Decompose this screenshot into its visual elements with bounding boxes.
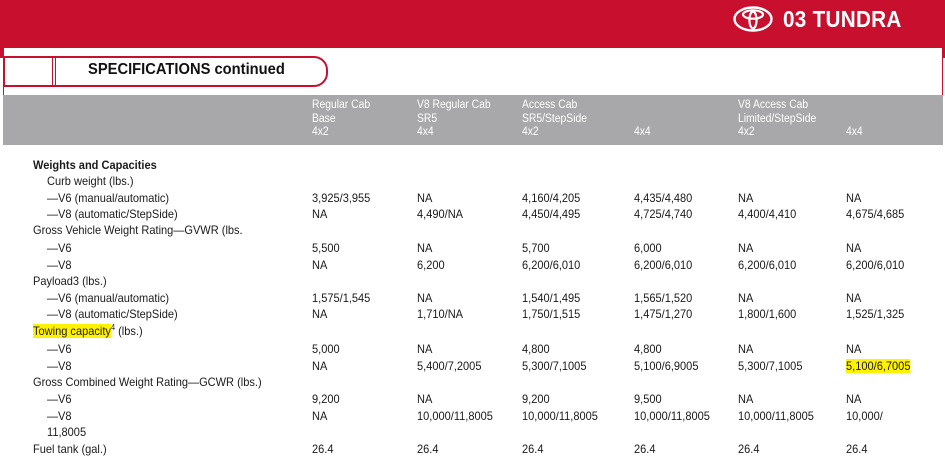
table-cell-value: 4,490/NA (417, 207, 464, 221)
table-row (0, 222, 945, 238)
row-label (47, 358, 72, 374)
table-cell (522, 306, 580, 322)
table-cell-value: NA (312, 409, 328, 423)
table-cell (417, 358, 481, 374)
table-cell-value: 26.4 (738, 442, 760, 456)
table-cell-value: 1,710/NA (417, 307, 464, 321)
table-cell (522, 358, 586, 374)
row-label-text: —V6 (manual/automatic) (47, 291, 170, 305)
table-cell (417, 391, 432, 407)
column-header-line: 4x4 (417, 126, 434, 139)
table-cell (522, 190, 580, 206)
table-row (0, 306, 945, 322)
table-cell-value: 26.4 (522, 442, 544, 456)
column-header-line: V8 Regular Cab (417, 99, 491, 111)
row-label-text: Gross Vehicle Weight Rating—GVWR (lbs. (33, 223, 243, 237)
table-cell (846, 190, 861, 206)
table-cell-value: 10,000/11,8005 (522, 409, 598, 423)
row-label (47, 257, 72, 273)
table-cell-value: 6,200 (417, 258, 445, 272)
table-cell-value: 10,000/11,8005 (738, 409, 814, 423)
table-row (0, 190, 945, 206)
row-label-text: Curb weight (lbs.) (47, 174, 134, 188)
table-cell (522, 290, 580, 306)
column-header-line: V8 Access Cab (738, 99, 809, 111)
table-cell-value: NA (417, 291, 433, 305)
table-cell-value: 4,435/4,480 (634, 191, 693, 205)
table-cell-value: NA (846, 191, 862, 205)
table-cell (417, 441, 438, 457)
row-label (47, 408, 72, 424)
table-cell (634, 290, 692, 306)
row-label-text: Fuel tank (gal.) (33, 442, 107, 456)
row-label (33, 374, 262, 390)
footnote-marker: 4 (110, 323, 116, 332)
table-cell (846, 290, 861, 306)
section-tab-notch (52, 56, 56, 87)
table-cell-value: 4,800 (522, 342, 550, 356)
row-label-text: —V8 (47, 258, 72, 272)
column-header-2 (417, 99, 491, 140)
table-cell-value: NA (312, 307, 328, 321)
table-row (0, 273, 945, 289)
table-cell-value: 6,200/6,010 (738, 258, 797, 272)
table-row (0, 240, 945, 256)
table-cell-value: 4,450/4,495 (522, 207, 581, 221)
table-cell-value: 5,300/7,1005 (738, 359, 803, 373)
row-label (33, 222, 243, 238)
table-cell (312, 391, 340, 407)
brand-lockup (733, 5, 915, 33)
column-header-line: 4x4 (846, 126, 863, 139)
table-cell (634, 341, 662, 357)
table-cell (312, 358, 327, 374)
table-cell-value: NA (738, 392, 754, 406)
table-cell-value: 10,000/ (846, 409, 883, 423)
table-cell (846, 441, 867, 457)
row-label (33, 441, 107, 457)
table-cell-value: 10,000/11,8005 (634, 409, 710, 423)
table-cell (312, 190, 370, 206)
table-cell-value: 1,475/1,270 (634, 307, 693, 321)
table-cell (312, 408, 327, 424)
table-row (0, 391, 945, 407)
table-cell-value: 6,200/6,010 (846, 258, 905, 272)
table-cell-value: 4,160/4,205 (522, 191, 581, 205)
row-label (47, 173, 134, 189)
column-header-3 (522, 99, 587, 140)
table-cell (738, 358, 802, 374)
table-cell (738, 206, 796, 222)
table-cell (846, 341, 861, 357)
column-header-line: 4x2 (312, 126, 329, 139)
row-label (47, 290, 169, 306)
table-cell-value: NA (417, 241, 433, 255)
table-cell-value: 26.4 (846, 442, 868, 456)
table-cell-value: 1,750/1,515 (522, 307, 581, 321)
table-cell (738, 341, 753, 357)
table-row (0, 173, 945, 189)
table-cell (312, 306, 327, 322)
table-cell-value: 4,400/4,410 (738, 207, 797, 221)
column-header-4 (634, 99, 651, 140)
row-label (47, 306, 178, 322)
table-cell-value: 5,400/7,2005 (417, 359, 482, 373)
table-cell-value: 1,525/1,325 (846, 307, 905, 321)
table-cell (634, 257, 692, 273)
table-cell (417, 306, 463, 322)
table-cell (522, 240, 550, 256)
table-cell-value: 4,675/4,685 (846, 207, 905, 221)
column-header-line: SR5 (417, 112, 438, 125)
table-cell (738, 306, 796, 322)
table-cell-value: NA (417, 392, 433, 406)
table-cell (417, 290, 432, 306)
table-cell-value: 9,500 (634, 392, 662, 406)
table-cell (846, 391, 861, 407)
table-cell (522, 441, 543, 457)
table-cell-value: 9,200 (522, 392, 550, 406)
table-cell (846, 358, 910, 374)
row-label-text: —V6 (manual/automatic) (47, 191, 170, 205)
row-label-text: Weights and Capacities (33, 158, 157, 172)
table-cell (738, 190, 753, 206)
table-row (0, 424, 945, 440)
row-label-text: —V8 (47, 409, 72, 423)
column-header-6 (846, 99, 863, 140)
table-cell (634, 408, 710, 424)
table-cell-value: 6,000 (634, 241, 662, 255)
toyota-logo-icon (733, 6, 773, 32)
table-cell (417, 206, 463, 222)
column-header-line (846, 99, 863, 113)
row-label-text: Towing capacity (33, 324, 111, 338)
row-label (33, 157, 157, 173)
table-cell-value: 6,200/6,010 (522, 258, 581, 272)
table-row (0, 290, 945, 306)
table-cell (634, 441, 655, 457)
column-header-line: 4x4 (634, 126, 651, 139)
column-header-1 (312, 99, 370, 140)
table-cell (417, 408, 493, 424)
column-header-line (634, 99, 651, 113)
table-cell-value: NA (846, 291, 862, 305)
row-label (47, 424, 86, 440)
table-cell (522, 408, 598, 424)
row-label-text: —V6 (47, 392, 72, 406)
table-cell (846, 257, 904, 273)
table-cell-value: 5,700 (522, 241, 550, 255)
table-cell (846, 306, 904, 322)
table-row (0, 441, 945, 457)
table-cell (846, 240, 861, 256)
table-cell (312, 240, 340, 256)
table-row (0, 408, 945, 424)
column-header-line: Limited/StepSide (738, 112, 817, 125)
row-label (47, 341, 72, 357)
row-label-text: Payload3 (lbs.) (33, 274, 107, 288)
table-row (0, 157, 945, 173)
table-cell-value: 1,800/1,600 (738, 307, 797, 321)
row-label-text: —V8 (automatic/StepSide) (47, 307, 178, 321)
table-cell (738, 441, 759, 457)
table-cell (738, 257, 796, 273)
table-cell-value: NA (312, 359, 328, 373)
column-header-line (634, 113, 651, 127)
row-label (47, 391, 72, 407)
column-header-line: 4x2 (522, 126, 539, 139)
table-cell (634, 358, 698, 374)
table-cell-value: NA (738, 241, 754, 255)
row-label-text: 11,8005 (47, 425, 87, 439)
table-cell (738, 408, 814, 424)
table-cell-value: 1,540/1,495 (522, 291, 581, 305)
row-label (47, 206, 178, 222)
table-cell (417, 257, 445, 273)
row-label-text: —V6 (47, 342, 72, 356)
row-label (47, 190, 169, 206)
table-cell-value: NA (846, 342, 862, 356)
table-cell-value: NA (417, 342, 433, 356)
table-cell (417, 341, 432, 357)
table-cell (312, 290, 370, 306)
table-cell-value: NA (738, 342, 754, 356)
table-cell-value: 1,565/1,520 (634, 291, 693, 305)
table-cell (846, 206, 904, 222)
table-cell-value: NA (312, 258, 328, 272)
row-label-suffix: (lbs.) (115, 324, 143, 338)
table-cell (634, 391, 662, 407)
table-row (0, 257, 945, 273)
row-label-text: Gross Combined Weight Rating—GCWR (lbs.) (33, 375, 262, 389)
row-label (47, 240, 72, 256)
table-cell-value: 1,575/1,545 (312, 291, 371, 305)
table-row (0, 358, 945, 374)
table-cell (417, 240, 432, 256)
column-header-line: Base (312, 112, 336, 125)
table-cell (738, 391, 753, 407)
table-cell (522, 206, 580, 222)
column-header-line: SR5/StepSide (522, 112, 588, 125)
table-cell-value: 3,925/3,955 (312, 191, 371, 205)
table-cell-value: 5,000 (312, 342, 340, 356)
table-cell-value: 4,725/4,740 (634, 207, 693, 221)
row-label-text: —V8 (47, 359, 72, 373)
table-cell (634, 306, 692, 322)
table-cell (738, 240, 753, 256)
table-cell-value: 4,800 (634, 342, 662, 356)
table-cell-value: NA (417, 191, 433, 205)
table-cell (634, 190, 692, 206)
table-cell (522, 391, 550, 407)
table-cell-value: 6,200/6,010 (634, 258, 693, 272)
table-cell-value: NA (738, 191, 754, 205)
model-title: 03 TUNDRA (783, 5, 902, 32)
table-cell-value: 5,300/7,1005 (522, 359, 587, 373)
table-cell-value: 5,100/6,9005 (634, 359, 699, 373)
table-cell (417, 190, 432, 206)
table-cell (522, 341, 550, 357)
table-cell-value: 26.4 (634, 442, 656, 456)
table-cell-value: NA (846, 392, 862, 406)
table-cell-value: NA (738, 291, 754, 305)
table-cell-value: 9,200 (312, 392, 340, 406)
table-cell (312, 257, 327, 273)
row-label (33, 273, 107, 289)
table-cell-value: NA (312, 207, 328, 221)
column-header-line: Regular Cab (312, 99, 371, 111)
column-header-5 (738, 99, 816, 140)
row-label (33, 323, 143, 339)
row-label-text: —V8 (automatic/StepSide) (47, 207, 178, 221)
table-cell-value: 26.4 (417, 442, 439, 456)
specifications-table (0, 150, 945, 463)
table-cell (312, 206, 327, 222)
table-row (0, 323, 945, 339)
section-title: SPECIFICATIONS continued (88, 61, 285, 78)
table-cell (634, 240, 662, 256)
table-cell (522, 257, 580, 273)
column-header-line (846, 113, 863, 127)
table-cell (312, 341, 340, 357)
table-cell-value: 5,100/6,7005 (846, 359, 911, 373)
table-cell-value: NA (846, 241, 862, 255)
table-row (0, 206, 945, 222)
row-label-text: —V6 (47, 241, 72, 255)
column-header-line: 4x2 (738, 126, 755, 139)
table-cell (846, 408, 883, 424)
table-cell (634, 206, 692, 222)
table-cell-value: 10,000/11,8005 (417, 409, 493, 423)
column-header-line: Access Cab (522, 99, 578, 111)
table-cell (312, 441, 333, 457)
table-cell (738, 290, 753, 306)
table-row (0, 374, 945, 390)
table-cell-value: 26.4 (312, 442, 334, 456)
table-row (0, 341, 945, 357)
table-cell-value: 5,500 (312, 241, 340, 255)
